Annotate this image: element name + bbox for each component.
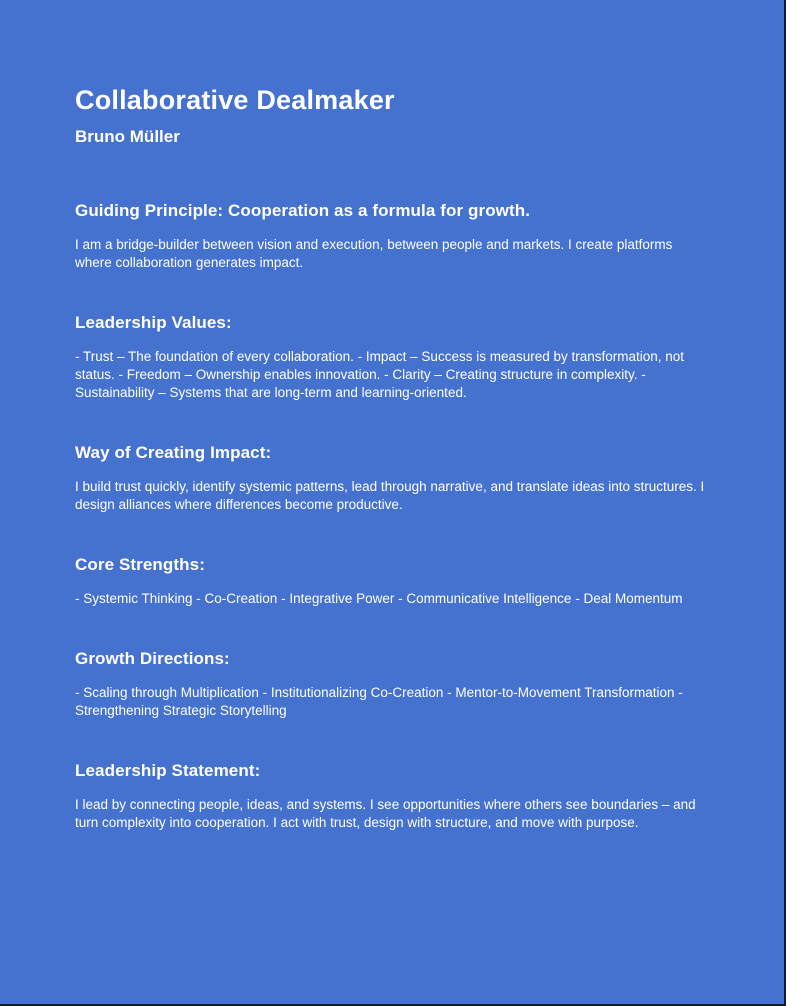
section-way-of-creating-impact: [75, 442, 707, 514]
section-body: - Trust – The foundation of every collaboration. - Impact – Success is measured by transformation, not status. - Freedom – Ownership enables innovation. - Clarity – Creating structure in complexity. - Sustainability – Systems that are long-term and learning-oriented.: [75, 349, 685, 400]
section-leadership-values: [75, 312, 707, 402]
section-leadership-statement: [75, 760, 707, 832]
section-heading: Leadership Statement:: [75, 761, 261, 780]
section-body: - Scaling through Multiplication - Institutionalizing Co-Creation - Mentor-to-Movement Transformation - Strengthening Strategic Storytelling: [75, 685, 683, 718]
section-heading: Growth Directions:: [75, 649, 230, 668]
page-title: Collaborative Dealmaker: [75, 85, 395, 115]
section-growth-directions: [75, 648, 707, 720]
section-heading: Core Strengths:: [75, 555, 205, 574]
section-core-strengths: [75, 554, 707, 608]
section-body: I am a bridge-builder between vision and execution, between people and markets. I create platforms where collaboration generates impact.: [75, 237, 673, 270]
section-body: I lead by connecting people, ideas, and systems. I see opportunities where others see boundaries – and turn complexity into cooperation. I act with trust, design with structure, and move with purpose.: [75, 797, 696, 830]
section-heading: Guiding Principle: Cooperation as a formula for growth.: [75, 201, 531, 220]
section-body: I build trust quickly, identify systemic patterns, lead through narrative, and translate ideas into structures. I design alliances where differences become productive.: [75, 479, 705, 512]
section-heading: Leadership Values:: [75, 313, 232, 332]
author-name: Bruno Müller: [75, 127, 180, 146]
section-body: - Systemic Thinking - Co-Creation - Integrative Power - Communicative Intelligence - Deal Momentum: [75, 591, 683, 606]
section-guiding-principle: [75, 200, 707, 272]
section-heading: Way of Creating Impact:: [75, 443, 272, 462]
